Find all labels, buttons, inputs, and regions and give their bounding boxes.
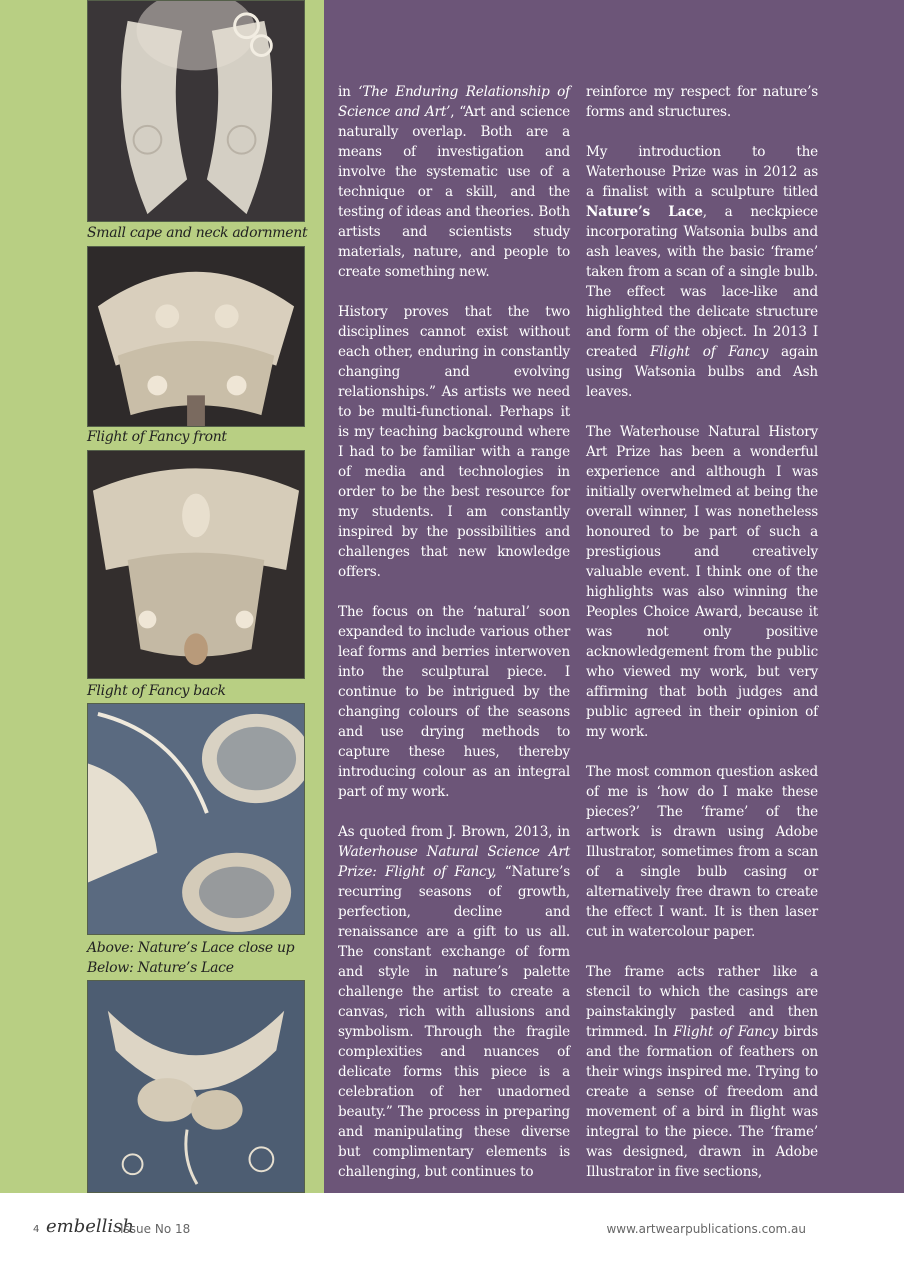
col2-p2-text-end: again using Watsonia bulbs and Ash leaves. <box>586 344 818 400</box>
photo-flight-of-fancy-front <box>87 246 305 427</box>
article-column-1 <box>338 82 570 1202</box>
col1-paragraph-1 <box>338 82 570 282</box>
caption-flight-of-fancy-front: Flight of Fancy front <box>87 429 227 445</box>
website-url: www.artwearpublications.com.au <box>606 1222 806 1236</box>
col1-p1-title: ‘The Enduring Relationship of Science and Art’ <box>338 84 570 120</box>
col2-p5-text: The frame acts rather like a stencil to which the casings are painstakingly pasted and then trimmed. In <box>586 964 818 1040</box>
col2-paragraph-3: The Waterhouse Natural History Art Prize has been a wonderful experience and although I was initially overwhelmed at being the overall winner, I was nonetheless honoured to be part of such a prestigious and creatively valuable event. I think one of the highlights was also winning the Peoples Choice Award, because it was not only positive acknowledgement from the public who viewed my work, but very affirming that both judges and public agreed in their opinion of my work. <box>586 424 818 740</box>
col1-p1-text: in <box>338 84 359 100</box>
photo-small-cape <box>87 0 305 222</box>
caption-natures-lace-closeup: Above: Nature’s Lace close up <box>87 940 295 956</box>
col2-p2-text: My introduction to the Waterhouse Prize was in 2012 as a finalist with a sculpture titled <box>586 144 818 200</box>
caption-natures-lace: Below: Nature’s Lace <box>87 960 234 976</box>
col2-p2-italic: Flight of Fancy <box>649 344 769 360</box>
photo-natures-lace <box>87 980 305 1193</box>
photo-flight-of-fancy-back <box>87 450 305 679</box>
caption-flight-of-fancy-back: Flight of Fancy back <box>87 683 226 699</box>
col1-p4-text: As quoted from J. Brown, 2013, in <box>338 824 570 840</box>
col2-paragraph-1: reinforce my respect for nature’s forms and structures. <box>586 84 818 120</box>
page-number: 4 <box>33 1224 40 1235</box>
caption-small-cape: Small cape and neck adornment <box>87 225 308 241</box>
photo-natures-lace-closeup <box>87 703 305 935</box>
article-column-2 <box>586 82 818 1202</box>
col1-p1-text-cont: , “Art and science naturally overlap. Both are a means of investigation and involve the systematic use of a technique or a skill, and the testing of ideas and theories. Both artists and scientists study materials, nature, and people to create something new. <box>338 104 570 280</box>
col1-paragraph-2: History proves that the two disciplines cannot exist without each other, enduring in constantly changing and evolving relationships.” As artists we need to be multi-functional. Perhaps it is my teaching background where I had to be familiar with a range of media and technologies in order to be the best resource for my students. I am constantly inspired by the possibilities and challenges that new knowledge offers. <box>338 304 570 580</box>
col1-p4-text-cont: “Nature’s recurring seasons of growth, perfection, decline and renaissance are a gift to us all. The constant exchange of form and style in nature’s palette challenge the artist to create a canvas, rich with allusions and symbolism. Through the fragile complexities and nuances of delicate forms this piece is a celebration of her unadorned beauty.” The process in preparing and manipulating these diverse but complimentary elements is challenging, but continues to <box>338 864 570 1180</box>
col1-paragraph-3: The focus on the ‘natural’ soon expanded to include various other leaf forms and berries interwoven into the sculptural piece. I continue to be intrigued by the changing colours of the seasons and use drying methods to capture these hues, thereby introducing colour as an integral part of my work. <box>338 604 570 800</box>
col2-paragraph-2 <box>586 142 818 402</box>
col1-p4-title: Waterhouse Natural Science Art Prize: Flight of Fancy, <box>338 844 570 880</box>
col2-p2-title: Nature’s Lace <box>586 204 703 220</box>
col2-p5-italic: Flight of Fancy <box>673 1024 778 1040</box>
col2-paragraph-5 <box>586 962 818 1182</box>
col2-p2-text-cont: , a neckpiece incorporating Watsonia bulbs and ash leaves, with the basic ‘frame’ taken from a scan of a single bulb. The effect was lace-like and highlighted the delicate structure and form of the object. In 2013 I created <box>586 204 818 360</box>
issue-number: Issue No 18 <box>120 1222 191 1236</box>
col1-paragraph-4 <box>338 822 570 1182</box>
col2-paragraph-4: The most common question asked of me is ‘how do I make these pieces?’ The ‘frame’ of the artwork is drawn using Adobe Illustrator, sometimes from a scan of a single bulb casing or alternatively free drawn to create the effect I want. It is then laser cut in watercolour paper. <box>586 764 818 940</box>
col2-p5-text-cont: birds and the formation of feathers on their wings inspired me. Trying to create a sense of freedom and movement of a bird in flight was integral to the piece. The ‘frame’ was designed, drawn in Adobe Illustrator in five sections, <box>586 1024 818 1180</box>
magazine-logo: embellish <box>46 1216 134 1237</box>
